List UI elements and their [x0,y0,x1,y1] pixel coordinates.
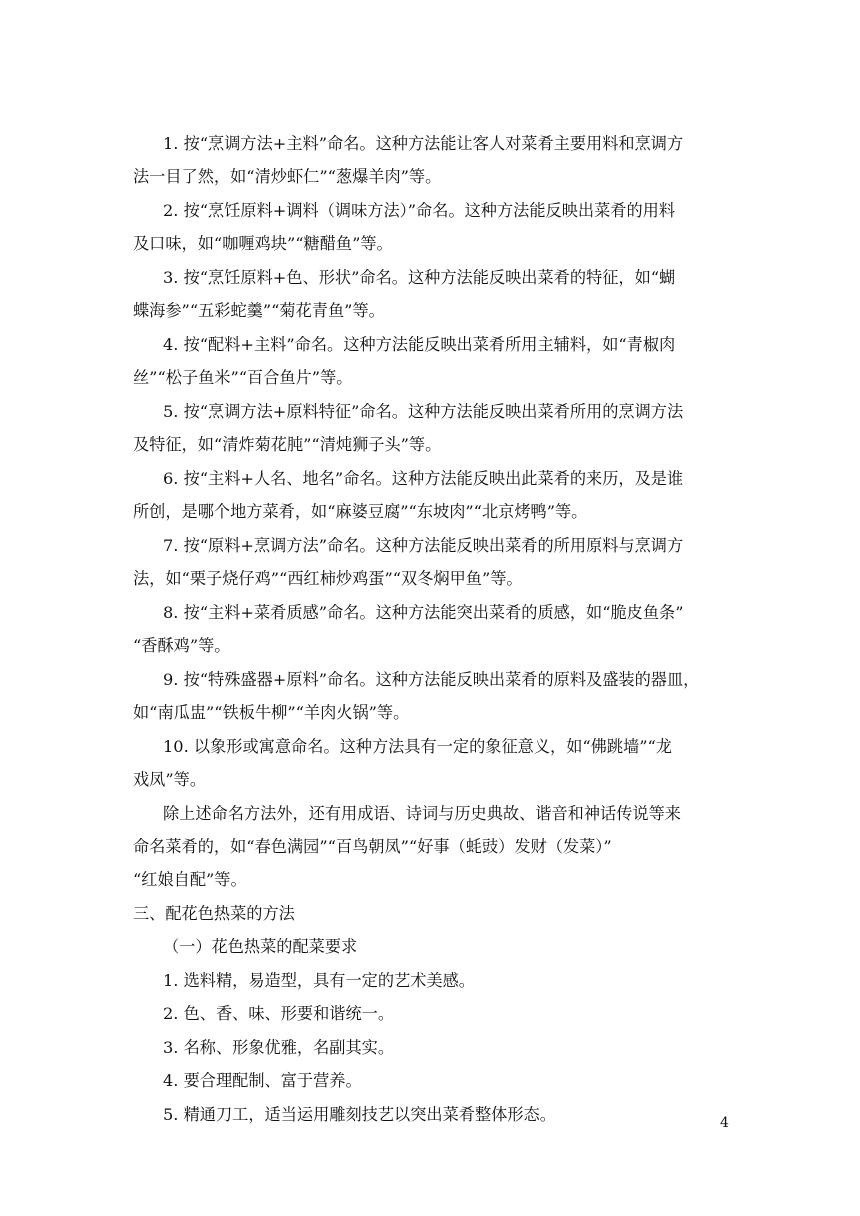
list-item-7-line-1: 7. 按“原料+烹调方法”命名。这种方法能反映出菜肴的所用原料与烹调方 [163,536,684,555]
list-item-5-line-2: 及特征，如“清炸菊花肫”“清炖狮子头”等。 [133,435,442,454]
list-item-3-line-1: 3. 按“烹饪原料+色、形状”命名。这种方法能反映出菜肴的特征，如“蝴 [163,268,676,287]
list-item-1-line-2: 法一目了然，如“清炒虾仁”“葱爆羊肉”等。 [133,167,442,186]
list-item-6-line-1: 6. 按“主料+人名、地名”命名。这种方法能反映出此菜肴的来历，及是谁 [163,469,684,488]
subsection-heading: （一）花色热菜的配菜要求 [163,937,358,956]
section-heading: 三、配花色热菜的方法 [133,904,295,923]
list-item-9-line-1: 9. 按“特殊盛器+原料”命名。这种方法能反映出菜肴的原料及盛装的器皿， [163,670,700,689]
list-item-7-line-2: 法，如“栗子烧仔鸡”“西红柿炒鸡蛋”“双冬焖甲鱼”等。 [133,569,523,588]
paragraph-line-1: 除上述命名方法外，还有用成语、诗词与历史典故、谐音和神话传说等来 [163,804,681,823]
requirement-item: 3. 名称、形象优雅，名副其实。 [163,1038,395,1057]
requirement-item: 1. 选料精，易造型，具有一定的艺术美感。 [163,971,475,990]
list-item-4-line-2: 丝”“松子鱼米”“百合鱼片”等。 [133,368,353,387]
requirement-item: 4. 要合理配制、富于营养。 [163,1071,362,1090]
list-item-4-line-1: 4. 按“配料+主料”命名。这种方法能反映出菜肴所用主辅料，如“青椒肉 [163,335,676,354]
list-item-2-line-1: 2. 按“烹饪原料+调料（调味方法）”命名。这种方法能反映出菜肴的用料 [163,201,676,220]
list-item-3-line-2: 蝶海参”“五彩蛇羹”“菊花青鱼”等。 [133,301,385,320]
requirement-item: 2. 色、香、味、形要和谐统一。 [163,1004,395,1023]
page-number: 4 [720,1115,729,1131]
paragraph-line-3: “红娘自配”等。 [133,870,247,889]
list-item-9-line-2: 如“南瓜盅”“铁板牛柳”“羊肉火锅”等。 [133,703,410,722]
list-item-2-line-2: 及口味，如“咖喱鸡块”“糖醋鱼”等。 [133,234,393,253]
list-item-10-line-2: 戏凤”等。 [133,770,207,789]
list-item-8-line-2: “香酥鸡”等。 [133,636,231,655]
requirement-item: 5. 精通刀工，适当运用雕刻技艺以突出菜肴整体形态。 [163,1105,556,1124]
list-item-6-line-2: 所创，是哪个地方菜肴，如“麻婆豆腐”“东坡肉”“北京烤鸭”等。 [133,502,588,521]
list-item-10-line-1: 10. 以象形或寓意命名。这种方法具有一定的象征意义，如“佛跳墙”“龙 [163,737,672,756]
list-item-8-line-1: 8. 按“主料+菜肴质感”命名。这种方法能突出菜肴的质感，如“脆皮鱼条” [163,603,684,622]
list-item-1-line-1: 1. 按“烹调方法+主料”命名。这种方法能让客人对菜肴主要用料和烹调方 [163,134,684,153]
list-item-5-line-1: 5. 按“烹调方法+原料特征”命名。这种方法能反映出菜肴所用的烹调方法 [163,402,684,421]
paragraph-line-2: 命名菜肴的，如“春色满园”“百鸟朝凤”“好事（蚝豉）发财（发菜）” [133,837,612,856]
